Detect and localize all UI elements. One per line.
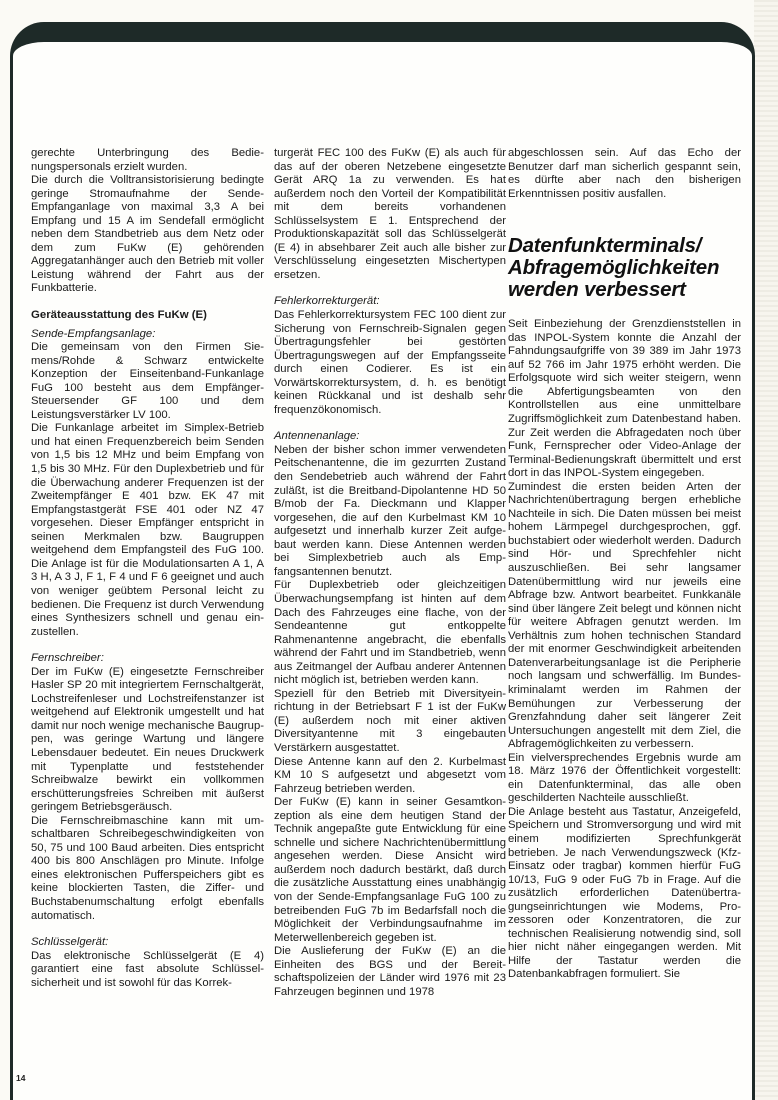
paragraph: Neben der bisher schon immer verwendeten Peitschenantenne, die im gezurrten Zustand den Sendebetrieb auch während der Fahrt zuläßt, ist die Breitband-Dipolantenne HD 50 B/mob der Fa. Dieckmann und Klapper vorgesehen, die auf den Kurbelmast KM 10 aufgesetzt und innerhalb kurzer Zeit aufgebaut werden kann. Diese Antennen werden bei Simplexbetrieb auch als Empfangsantennen benutzt.: [274, 443, 506, 578]
paragraph: Diese Antenne kann auf den 2. Kurbelmast KM 10 S aufgesetzt und abgesetzt vom Fahrzeug betrieben werden.: [274, 755, 506, 795]
column-right: [508, 147, 741, 982]
paragraph: turgerät FEC 100 des FuKw (E) als auch für das auf der oberen Netzebene eingesetzte Gerät ARQ 1a zu verwenden. Es hat außerdem noch den Vorteil der Kompatibilität mit dem bereits vorhandenen Schlüsselsystem E 1. Entsprechend der Produktionskapazität soll das Schlüsselgerät (E 4) in absehbarer Zeit auch alle bisher zur Verschlüsselung eingesetzten Mischertypen ersetzen.: [274, 147, 506, 281]
column-middle: [274, 147, 506, 999]
headline-line: werden verbessert: [508, 278, 686, 302]
subheading: Antennenanlage:: [274, 430, 360, 443]
page-edge-texture: [754, 0, 778, 1100]
paragraph: Die Anlage besteht aus Tastatur, Anzeigefeld, Speichern und Stromversorgung und wird mit einem modifizierten Sprechfunkgerät betrieben. Je nach Verwendungszweck (Kfz-Einsatz oder tragbar) kommen hierfür FuG 10/13, FuG 9 oder FuG 7b in Frage. Auf die zusätzlich erforderlichen Datenübertragungseinrichtungen wie Modems, Prozessoren oder Konzentratoren, die zur technischen Realisierung notwendig sind, soll hier nicht näher eingegangen werden. Mit Hilfe der Tastatur werden die Datenbankabfragen formuliert. Sie: [508, 805, 741, 981]
paragraph: Das Fehlerkorrektursystem FEC 100 dient zur Sicherung von Fernschreib-Signalen gegen Übertragungsfehler bei gestörten Übertragungswegen auf der Empfangsseite durch einen Codierer. Es ist ein Vorwärtskorrektursystem, d. h. es benötigt keinen Rückkanal und ist deshalb sehr frequenzökonomisch.: [274, 309, 506, 416]
paragraph: Speziell für den Betrieb mit Diversityeinrichtung in der Betriebsart F 1 ist der FuKw (E) außerdem noch mit einer aktiven Diversityantenne mit 3 eingebauten Verstärkern ausgestattet.: [274, 687, 506, 754]
page-number: 14: [16, 1073, 26, 1083]
headline-line: Datenfunkterminals/: [508, 234, 702, 258]
paragraph: Der FuKw (E) kann in seiner Gesamtkonzeption als eine dem heutigen Stand der Technik angepaßte gute Entwicklung für eine schnelle und sichere Nachrichtenübermittlung angesehen werden. Diese Ansicht wird außerdem noch dadurch bestärkt, daß durch die zusätzliche Ausstattung eines unabhängig von der Sende-Empfangsanlage FuG 100 zu betreibenden FuG 7b im Bedarfsfall noch die Möglichkeit der Verbindungsaufnahme im Meterwellenbereich gegeben ist.: [274, 796, 506, 944]
subheading: Fehlerkorrekturgerät:: [274, 295, 380, 308]
paragraph: Die durch die Volltransistorisierung bedingte geringe Stromaufnahme der Sende-Empfanganlage von maximal 3,3 A bei Empfang und 15 A im Sendefall ermöglicht neben dem Standbetrieb aus dem Netz oder dem zum FuKw (E) gehörenden Aggregatanhänger auch den Betrieb mit voller Leistung während der Fahrt aus der Funkbatterie.: [31, 174, 264, 295]
subheading: Fernschreiber:: [31, 652, 104, 665]
paragraph: Der im FuKw (E) eingesetzte Fernschreiber Hasler SP 20 mit integriertem Fernschaltgerät, Lochstreifenleser und Lochstreifenstanzer ist weitgehend auf Elektronik umgestellt und hat damit nur noch wenige mechanische Baugruppen, was geringe Wartung und längere Lebensdauer bedeutet. Ein neues Druckwerk mit Typenplatte und feststehender Schreibwalze bewirkt ein vollkommen erschütterungsfreies Schreiben mit äußerst geringem Betriebsgeräusch.: [31, 665, 264, 814]
paragraph: abgeschlossen sein. Auf das Echo der Benutzer darf man sicherlich gespannt sein, es dürfte aber nach den bisherigen Erkenntnissen positiv ausfallen.: [508, 147, 741, 200]
column-left: [31, 147, 264, 990]
article-headline: [508, 235, 741, 301]
paragraph: gerechte Unterbringung des Bedienungspersonals erzielt wurden.: [31, 147, 264, 173]
section-heading: Geräteausstattung des FuKw (E): [31, 309, 207, 322]
paragraph: Die Funkanlage arbeitet im Simplex-Betrieb und hat einen Frequenzbereich beim Senden von 1,5 bis 12 MHz und beim Empfang von 1,5 bis 30 MHz. Für den Duplexbetrieb und für die Überwachung anderer Frequenzen ist der Zweitempfänger E 401 bzw. EK 47 mit Empfangstastgerät FSE 401 oder NZ 47 vorgesehen. Dieser Empfänger entspricht in seinen Merkmalen bzw. Baugruppen weitgehend dem Empfangsteil des FuG 100. Die Anlage ist für die Modulationsarten A 1, A 3 H, A 3 J, F 1, F 4 und F 6 geeignet und auch von weniger geübtem Personal leicht zu bedienen. Die Frequenz ist durch Verwendung eines Synthesizers schnell und genau einzustellen.: [31, 422, 264, 638]
headline-line: Abfragemöglichkeiten: [508, 256, 720, 280]
paragraph: Die gemeinsam von den Firmen Siemens/Rohde & Schwarz entwickelte Konzeption der Einseitenband-Funkanlage FuG 100 besteht aus dem Empfänger-Steuersender GF 100 und dem Leistungsverstärker LV 100.: [31, 341, 264, 421]
paragraph: Die Fernschreibmaschine kann mit umschaltbaren Schreibegeschwindigkeiten von 50, 75 und 100 Baud arbeiten. Dies entspricht 400 bis 800 Anschlägen pro Minute. Infolge eines elektronischen Pufferspeichers gibt es keine blockierten Tasten, die Ziffer- und Buchstabenumschaltung erfolgt ebenfalls automatisch.: [31, 814, 264, 922]
paragraph: Zumindest die ersten beiden Arten der Nachrichtenübertragung bergen erhebliche Nachteile in sich. Die Daten müssen bei meist hohem Lärmpegel durchgesprochen, ggf. buchstabiert oder wiederholt werden. Dadurch sind Hör- und Sprechfehler nicht auszuschließen. Bei sehr langsamer Datenübermittlung wird nur jeweils eine Abfrage bzw. Antwort bearbeitet. Funkkanäle sind über längere Zeit belegt und können nicht für weitere Abfragen genutzt werden. Im Verhältnis zum hohen technischen Standard der mit enormer Geschwindigkeit arbeitenden Datenverarbeitungsanlage ist die Peripherie noch langsam und schwerfällig. Im Bundeskriminalamt werden im Rahmen der Bemühungen zur Verbesserung der Grenzfahndung daher seit längerer Zeit Untersuchungen angestellt mit dem Ziel, die Abfragemöglichkeiten zu verbessern.: [508, 480, 741, 751]
paragraph: Ein vielversprechendes Ergebnis wurde am 18. März 1976 der Öffentlichkeit vorgestellt: ein Datenfunkterminal, das alle oben geschilderten Nachteile ausschließt.: [508, 751, 741, 805]
paragraph: Das elektronische Schlüsselgerät (E 4) garantiert eine fast absolute Schlüsselsicherheit und ist sowohl für das Korrek-: [31, 949, 264, 989]
subheading: Sende-Empfangsanlage:: [31, 327, 156, 340]
paragraph: Für Duplexbetrieb oder gleichzeitigen Überwachungsempfang ist hinten auf dem Dach des Fahrzeuges eine flache, von der Sendeantenne gut entkoppelte Rahmenantenne angebracht, die ebenfalls während der Fahrt und im Standbetrieb, wenn aus Zeitmangel der Aufbau anderer Antennen nicht möglich ist, betrieben werden kann.: [274, 579, 506, 687]
paragraph: Seit Einbeziehung der Grenzdienststellen in das INPOL-System konnte die Anzahl der Fahndungsaufgriffe von 39 389 im Jahr 1973 auf 52 766 im Jahr 1975 erhöht werden. Die Erfolgsquote wird sich weiter steigern, wenn die Abfertigungsbeamten von den Kontrollstellen aus eine unmittelbare Zugriffsmöglichkeit zum Datenbestand haben. Zur Zeit werden die Abfragedaten noch über Funk, Fernsprecher oder Video-Anlage der Terminal-Bedienungskraft übermittelt und erst dort in das INPOL-System eingegeben.: [508, 318, 741, 480]
subheading: Schlüsselgerät:: [31, 936, 109, 949]
paragraph: Die Auslieferung der FuKw (E) an die Einheiten des BGS und der Bereitschaftspolizeien der Länder wird 1976 mit 23 Fahrzeugen beginnen und 1978: [274, 945, 506, 998]
